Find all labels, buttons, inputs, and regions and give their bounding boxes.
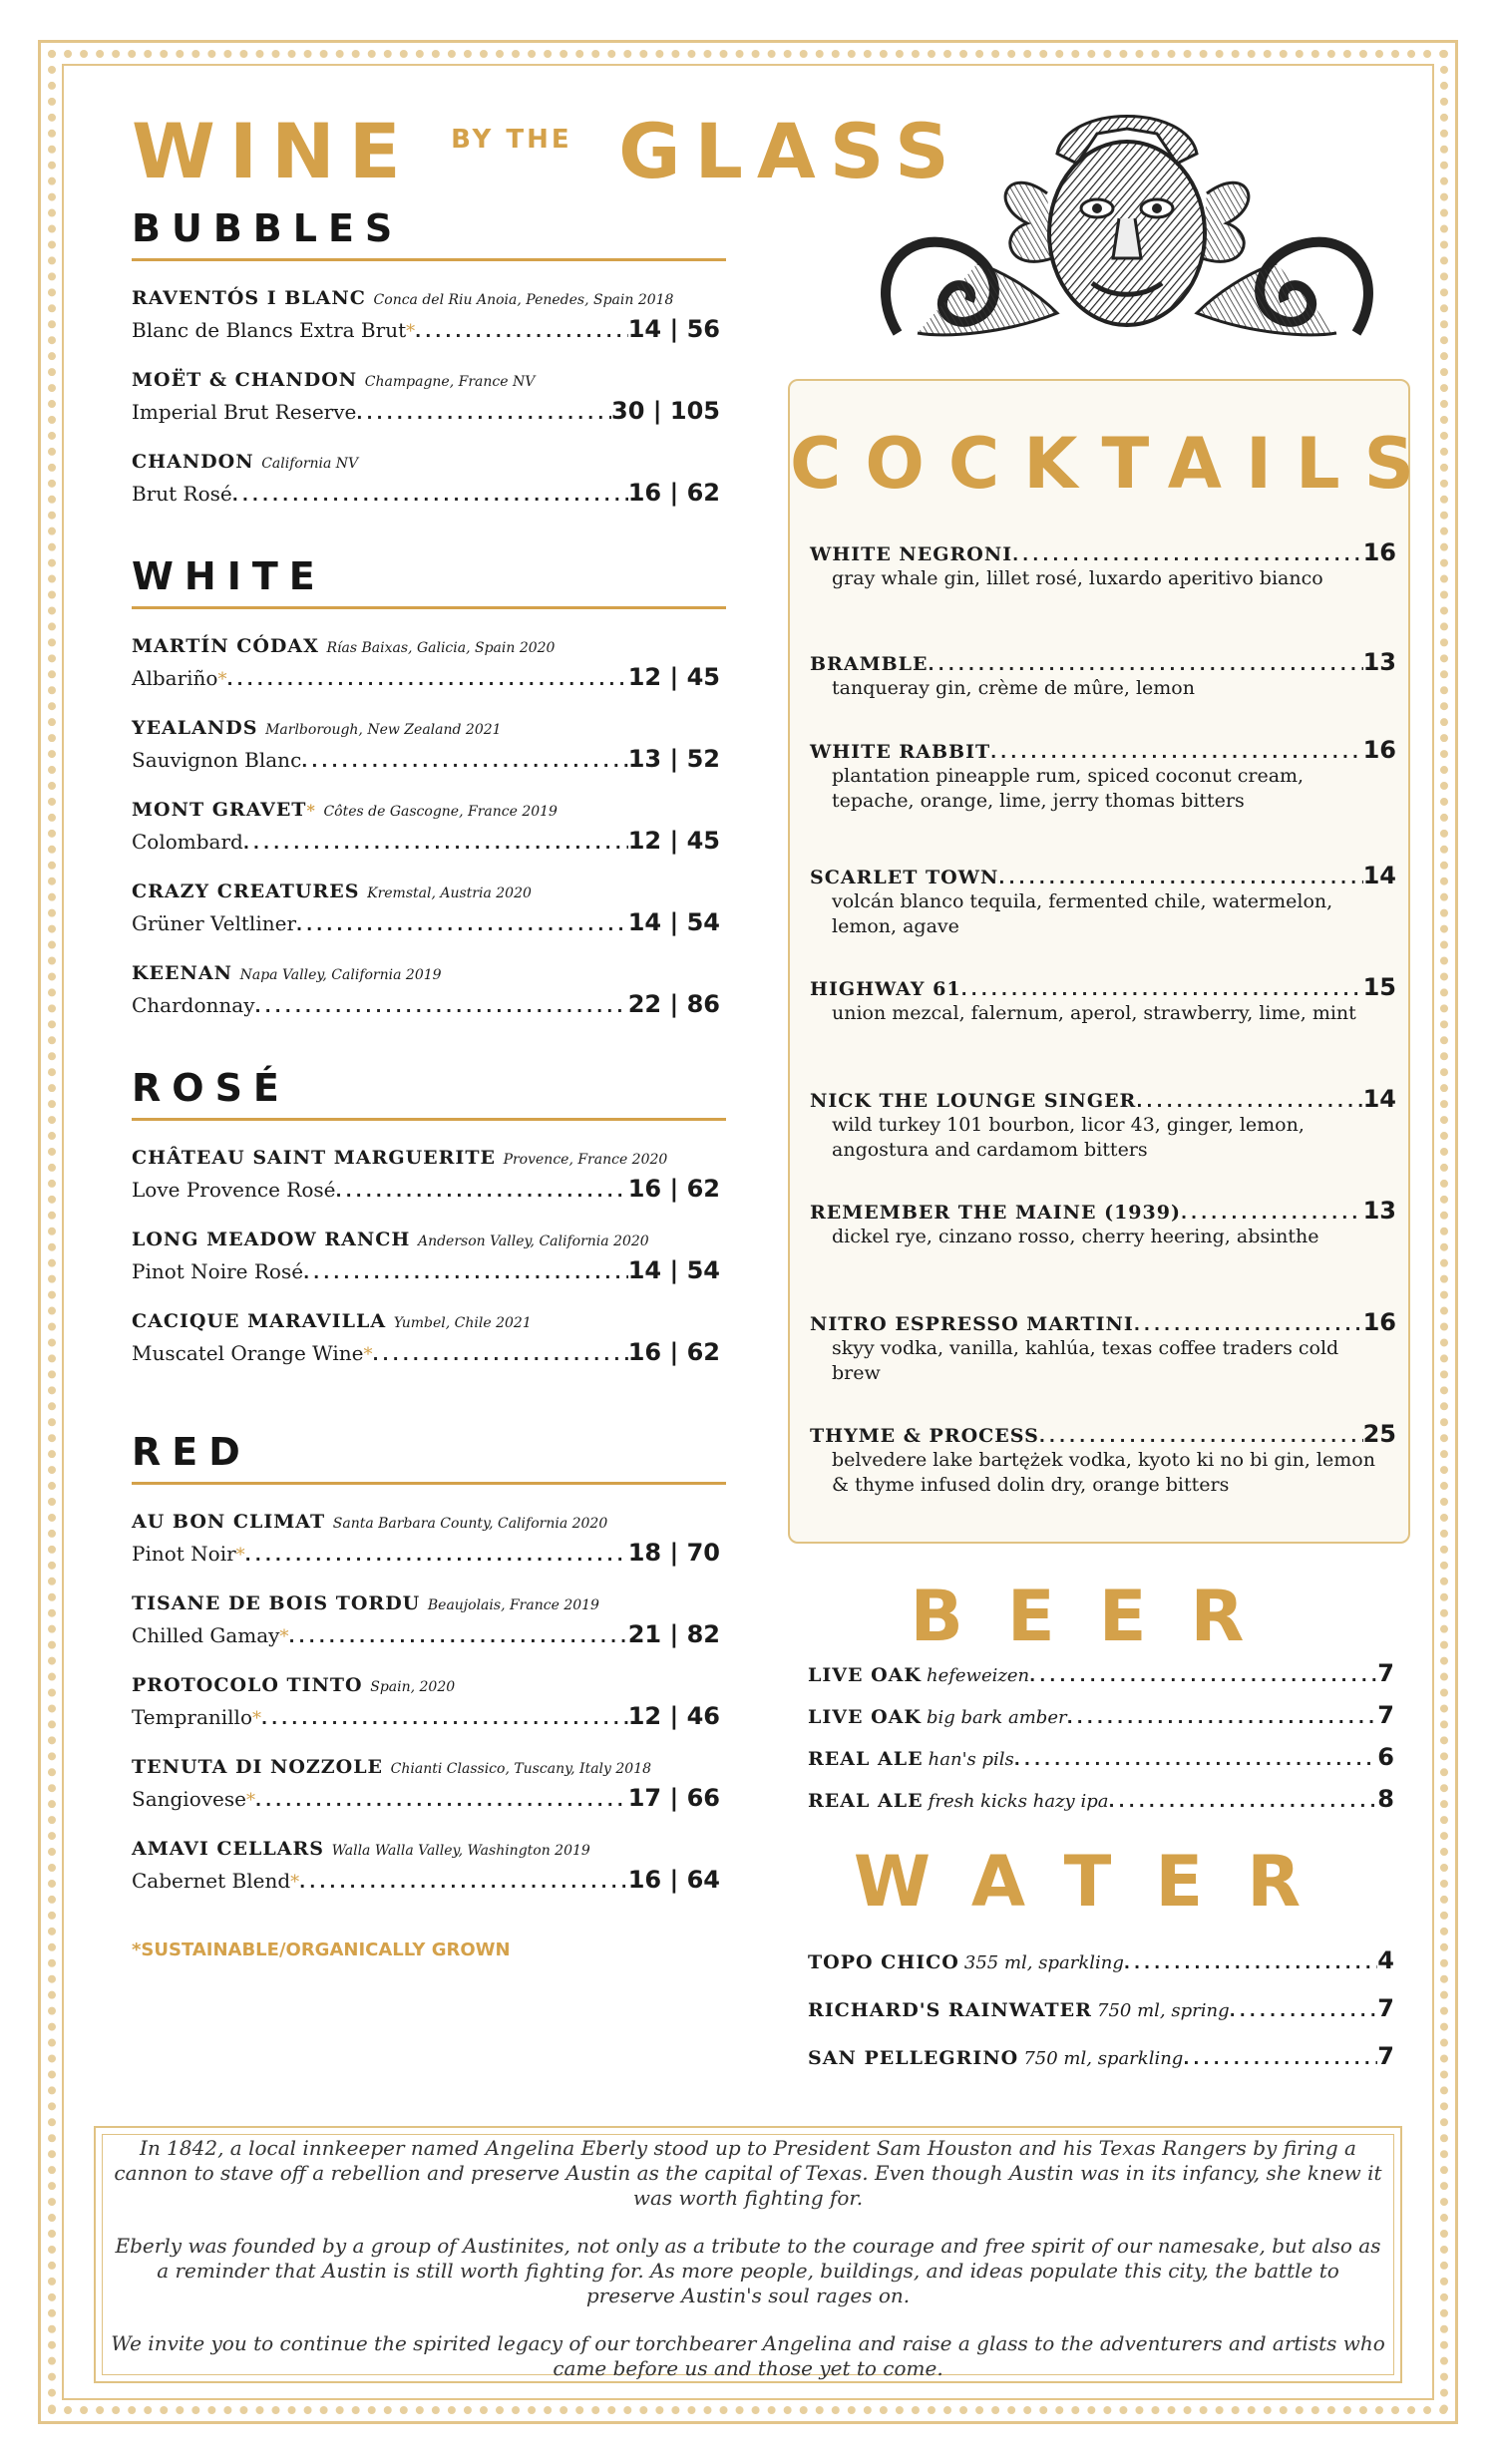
beer-name: LIVE OAK bbox=[808, 1664, 922, 1686]
wine-price-line bbox=[132, 908, 720, 936]
wine-producer-line bbox=[132, 880, 730, 902]
dot-leader bbox=[1029, 1666, 1377, 1685]
water-name: RICHARD'S RAINWATER bbox=[808, 1999, 1092, 2021]
wine-price-line bbox=[132, 990, 720, 1018]
wine-price: 14 | 54 bbox=[627, 908, 720, 936]
wine-by-the-glass-title bbox=[132, 95, 963, 195]
dot-leader bbox=[372, 1345, 627, 1364]
water-item bbox=[808, 2042, 1394, 2070]
wine-item bbox=[132, 1838, 730, 1894]
wine-producer: TISANE DE BOIS TORDU bbox=[132, 1592, 421, 1614]
story-paragraph-2: Eberly was founded by a group of Austinites, not only as a tribute to the courage and free spirit of our namesake, but also as a reminder that Austin is still worth fighting for. As more people, buildings, and ideas populate this city, the battle to preserve Austin's soul rages on. bbox=[115, 2234, 1381, 2307]
water-detail: 355 ml, sparkling bbox=[963, 1952, 1124, 1973]
cocktail-price: 16 bbox=[1362, 736, 1396, 764]
title-by-the: BY THE bbox=[451, 125, 572, 155]
wine-price: 16 | 62 bbox=[627, 1175, 720, 1203]
cocktail-description: dickel rye, cinzano rosso, cherry heering, absinthe bbox=[832, 1226, 1319, 1247]
cocktail-description: union mezcal, falernum, aperol, strawberry, lime, mint bbox=[832, 1002, 1356, 1024]
wine-producer: MOËT & CHANDON bbox=[132, 369, 358, 391]
wine-producer-line bbox=[132, 1310, 730, 1332]
wine-item bbox=[132, 880, 730, 936]
cocktail-name-line bbox=[810, 1085, 1396, 1113]
beer-price: 6 bbox=[1377, 1743, 1394, 1771]
sustainable-mark: * bbox=[279, 1626, 289, 1647]
beer-item bbox=[808, 1659, 1394, 1687]
wine-item bbox=[132, 799, 730, 855]
wine-producer: KEENAN bbox=[132, 962, 232, 984]
wine-origin: California NV bbox=[261, 456, 359, 472]
cocktail-name: NICK THE LOUNGE SINGER bbox=[810, 1090, 1137, 1112]
cocktail-name-line bbox=[810, 648, 1396, 676]
wine-origin: Marlborough, New Zealand 2021 bbox=[265, 722, 502, 738]
wine-varietal: Chardonnay bbox=[132, 993, 255, 1017]
dot-leader bbox=[356, 404, 611, 423]
wine-price-line bbox=[132, 397, 720, 425]
wine-varietal: Pinot Noire Rosé bbox=[132, 1259, 304, 1283]
cocktail-name-line bbox=[810, 1420, 1396, 1448]
beer-name: REAL ALE bbox=[808, 1748, 924, 1770]
sustainable-mark: * bbox=[252, 1708, 261, 1729]
wine-item bbox=[132, 1229, 730, 1284]
wine-price-line bbox=[132, 1620, 720, 1648]
wine-producer: CACIQUE MARAVILLA bbox=[132, 1310, 387, 1332]
wine-price: 14 | 54 bbox=[627, 1256, 720, 1284]
wine-producer: PROTOCOLO TINTO bbox=[132, 1674, 363, 1696]
wine-varietal: Brut Rosé bbox=[132, 482, 232, 506]
wine-producer-line bbox=[132, 635, 730, 657]
wine-price: 16 | 62 bbox=[627, 1338, 720, 1366]
section-title-white: WHITE bbox=[132, 554, 726, 609]
wine-producer-line bbox=[132, 451, 730, 473]
cocktail-price: 13 bbox=[1362, 648, 1396, 676]
dot-leader bbox=[226, 670, 627, 689]
wine-origin: Provence, France 2020 bbox=[503, 1152, 668, 1168]
wine-producer-line bbox=[132, 717, 730, 739]
sustainable-mark: * bbox=[363, 1344, 373, 1365]
wine-price-line bbox=[132, 663, 720, 691]
water-item bbox=[808, 1946, 1394, 1974]
dot-leader bbox=[288, 1627, 627, 1646]
wine-item bbox=[132, 962, 730, 1018]
cocktail-item bbox=[810, 1308, 1396, 1386]
wine-price: 12 | 45 bbox=[627, 827, 720, 855]
water-detail: 750 ml, sparkling bbox=[1023, 2048, 1184, 2069]
beer-item bbox=[808, 1785, 1394, 1813]
dot-leader bbox=[243, 834, 628, 853]
dot-leader bbox=[303, 1263, 628, 1282]
water-title: WATER bbox=[853, 1841, 1345, 1923]
cocktail-name: SCARLET TOWN bbox=[810, 867, 999, 888]
water-price: 7 bbox=[1377, 2042, 1394, 2070]
wine-item bbox=[132, 1592, 730, 1648]
beer-name: REAL ALE bbox=[808, 1790, 924, 1812]
wine-item bbox=[132, 1756, 730, 1812]
section-title-red: RED bbox=[132, 1430, 726, 1485]
wine-varietal: Love Provence Rosé bbox=[132, 1178, 336, 1202]
dot-leader bbox=[1014, 1750, 1378, 1769]
wine-item bbox=[132, 717, 730, 773]
beer-detail: fresh kicks hazy ipa bbox=[928, 1791, 1109, 1812]
cocktail-price: 14 bbox=[1362, 862, 1396, 889]
wine-origin: Spain, 2020 bbox=[370, 1679, 456, 1695]
wine-producer-line bbox=[132, 962, 730, 984]
wine-producer-line bbox=[132, 1147, 730, 1169]
sustainable-mark: * bbox=[290, 1872, 300, 1893]
wine-producer-line bbox=[132, 287, 730, 309]
dot-leader bbox=[415, 322, 628, 341]
wine-price: 16 | 64 bbox=[627, 1866, 720, 1894]
wine-varietal: Muscatel Orange Wine bbox=[132, 1341, 364, 1365]
cocktail-item bbox=[810, 1197, 1396, 1249]
dot-leader bbox=[1183, 2049, 1377, 2068]
cocktail-price: 13 bbox=[1362, 1197, 1396, 1225]
wine-producer: CHANDON bbox=[132, 451, 254, 473]
cocktail-name-line bbox=[810, 538, 1396, 566]
wine-producer-line bbox=[132, 1674, 730, 1696]
wine-producer-line bbox=[132, 1838, 730, 1860]
wine-price: 18 | 70 bbox=[627, 1539, 720, 1567]
cocktail-name-line bbox=[810, 973, 1396, 1001]
dot-leader bbox=[296, 915, 628, 934]
wine-origin: Kremstal, Austria 2020 bbox=[367, 885, 532, 901]
cocktails-panel bbox=[788, 379, 1439, 1544]
wine-producer: LONG MEADOW RANCH bbox=[132, 1229, 411, 1250]
cocktail-description: plantation pineapple rum, spiced coconut cream, tepache, orange, lime, jerry thomas bitters bbox=[832, 765, 1305, 812]
cocktail-name-line bbox=[810, 1197, 1396, 1225]
dot-leader bbox=[1134, 1315, 1363, 1334]
cocktail-price: 14 bbox=[1362, 1085, 1396, 1113]
wine-varietal: Grüner Veltliner bbox=[132, 911, 296, 935]
cocktail-description: belvedere lake bartężek vodka, kyoto ki no bi gin, lemon & thyme infused dolin dry, orange bitters bbox=[832, 1449, 1375, 1496]
water-item bbox=[808, 1994, 1394, 2022]
water-price: 7 bbox=[1377, 1994, 1394, 2022]
wine-varietal: Blanc de Blancs Extra Brut bbox=[132, 318, 407, 342]
wine-producer: AMAVI CELLARS bbox=[132, 1838, 324, 1860]
sustainable-mark: * bbox=[217, 669, 227, 690]
wine-item bbox=[132, 369, 730, 425]
beer-detail: big bark amber bbox=[927, 1707, 1067, 1728]
wine-varietal: Pinot Noir bbox=[132, 1542, 236, 1566]
water-name: SAN PELLEGRINO bbox=[808, 2047, 1019, 2069]
sustainable-mark: * bbox=[406, 321, 416, 342]
beer-item bbox=[808, 1743, 1394, 1771]
dot-leader bbox=[929, 655, 1363, 674]
wine-price: 22 | 86 bbox=[627, 990, 720, 1018]
wine-producer: AU BON CLIMAT bbox=[132, 1511, 326, 1533]
cocktail-name: WHITE RABBIT bbox=[810, 741, 991, 763]
wine-producer: YEALANDS bbox=[132, 717, 258, 739]
cocktail-price: 16 bbox=[1362, 538, 1396, 566]
cocktail-item bbox=[810, 538, 1396, 591]
wine-producer-line bbox=[132, 1229, 730, 1250]
dot-leader bbox=[245, 1546, 628, 1565]
wine-producer-line bbox=[132, 1511, 730, 1533]
dot-leader bbox=[1136, 1092, 1362, 1111]
cocktail-name: WHITE NEGRONI bbox=[810, 543, 1013, 565]
cocktail-price: 15 bbox=[1362, 973, 1396, 1001]
wine-varietal: Albariño bbox=[132, 666, 218, 690]
cocktail-name-line bbox=[810, 862, 1396, 889]
beer-item bbox=[808, 1701, 1394, 1729]
cocktail-item bbox=[810, 1420, 1396, 1498]
wine-price-line bbox=[132, 745, 720, 773]
dot-leader bbox=[1230, 2001, 1378, 2020]
wine-price: 12 | 45 bbox=[627, 663, 720, 691]
section-title-rose: ROSÉ bbox=[132, 1066, 726, 1121]
title-glass: GLASS bbox=[618, 107, 963, 195]
cocktail-name-line bbox=[810, 736, 1396, 764]
wine-price-line bbox=[132, 1256, 720, 1284]
water-price: 4 bbox=[1377, 1946, 1394, 1974]
dot-leader bbox=[1012, 545, 1363, 564]
wine-price-line bbox=[132, 1784, 720, 1812]
beer-name: LIVE OAK bbox=[808, 1706, 922, 1728]
wine-price-line bbox=[132, 827, 720, 855]
dot-leader bbox=[299, 1873, 628, 1892]
wine-item bbox=[132, 1674, 730, 1730]
wine-price: 12 | 46 bbox=[627, 1702, 720, 1730]
dot-leader bbox=[998, 869, 1362, 887]
wine-producer: CRAZY CREATURES bbox=[132, 880, 360, 902]
wine-price: 30 | 105 bbox=[611, 397, 720, 425]
wine-price: 17 | 66 bbox=[627, 1784, 720, 1812]
story-paragraph-3: We invite you to continue the spirited legacy of our torchbearer Angelina and raise a glass to the adventurers and artists who came before us and those yet to come. bbox=[111, 2331, 1385, 2380]
wine-varietal: Tempranillo bbox=[132, 1705, 252, 1729]
wine-varietal: Cabernet Blend bbox=[132, 1869, 291, 1893]
wine-producer-line bbox=[132, 799, 730, 821]
wine-origin: Yumbel, Chile 2021 bbox=[393, 1315, 532, 1331]
cocktail-name: THYME & PROCESS bbox=[810, 1425, 1039, 1447]
dot-leader bbox=[335, 1182, 627, 1201]
dot-leader bbox=[255, 1791, 628, 1810]
dot-leader bbox=[1108, 1792, 1377, 1811]
beer-price: 7 bbox=[1377, 1701, 1394, 1729]
cocktail-description: skyy vodka, vanilla, kahlúa, texas coffee traders cold brew bbox=[832, 1337, 1339, 1384]
cocktail-description: volcán blanco tequila, fermented chile, watermelon, lemon, agave bbox=[832, 890, 1333, 937]
wine-varietal: Sangiovese bbox=[132, 1787, 246, 1811]
cocktail-name-line bbox=[810, 1308, 1396, 1336]
cocktail-item bbox=[810, 648, 1396, 701]
wine-origin: Champagne, France NV bbox=[364, 374, 536, 390]
wine-origin: Chianti Classico, Tuscany, Italy 2018 bbox=[390, 1761, 652, 1777]
cocktail-description: gray whale gin, lillet rosé, luxardo aperitivo bianco bbox=[832, 567, 1323, 589]
beer-price: 7 bbox=[1377, 1659, 1394, 1687]
wine-price-line bbox=[132, 1539, 720, 1567]
beer-detail: hefeweizen bbox=[927, 1665, 1030, 1686]
wine-price-line bbox=[132, 1866, 720, 1894]
wine-origin: Beaujolais, France 2019 bbox=[427, 1597, 599, 1613]
cocktail-name: HIGHWAY 61 bbox=[810, 978, 961, 1000]
engraved-mask-ornament-icon bbox=[858, 84, 1396, 363]
wine-item bbox=[132, 1511, 730, 1567]
dot-leader bbox=[255, 997, 628, 1016]
sustainable-mark: * bbox=[235, 1545, 245, 1566]
wine-item bbox=[132, 1147, 730, 1203]
wine-producer: MONT GRAVET bbox=[132, 799, 307, 821]
cocktail-item bbox=[810, 862, 1396, 939]
wine-price-line bbox=[132, 1702, 720, 1730]
wine-price: 14 | 56 bbox=[627, 315, 720, 343]
dot-leader bbox=[990, 743, 1363, 762]
dot-leader bbox=[301, 752, 627, 771]
wine-price-line bbox=[132, 479, 720, 507]
wine-item bbox=[132, 451, 730, 507]
cocktail-description: wild turkey 101 bourbon, licor 43, ginger, lemon, angostura and cardamom bitters bbox=[832, 1114, 1305, 1161]
wine-producer: MARTÍN CÓDAX bbox=[132, 635, 319, 657]
wine-varietal: Sauvignon Blanc bbox=[132, 748, 302, 772]
wine-origin: Walla Walla Valley, Washington 2019 bbox=[331, 1843, 590, 1859]
dot-leader bbox=[1067, 1708, 1378, 1727]
story-paragraph-1: In 1842, a local innkeeper named Angelina Eberly stood up to President Sam Houston and his Texas Rangers by firing a cannon to stave off a rebellion and preserve Austin as the capital of Texas. Even though Austin was in its infancy, she knew it was worth fighting for. bbox=[114, 2136, 1382, 2210]
beer-price: 8 bbox=[1377, 1785, 1394, 1813]
wine-varietal: Chilled Gamay bbox=[132, 1623, 280, 1647]
wine-producer-line bbox=[132, 1756, 730, 1778]
beer-title: BEER bbox=[910, 1576, 1289, 1657]
cocktails-title: COCKTAILS bbox=[790, 423, 1439, 505]
wine-price: 16 | 62 bbox=[627, 479, 720, 507]
wine-origin: Santa Barbara County, California 2020 bbox=[332, 1516, 608, 1532]
cocktail-item bbox=[810, 973, 1396, 1026]
wine-origin: Rías Baixas, Galicia, Spain 2020 bbox=[326, 640, 556, 656]
wine-origin: Anderson Valley, California 2020 bbox=[417, 1233, 649, 1249]
cocktail-name: REMEMBER THE MAINE (1939) bbox=[810, 1202, 1181, 1224]
wine-price: 21 | 82 bbox=[627, 1620, 720, 1648]
wine-varietal: Imperial Brut Reserve bbox=[132, 400, 357, 424]
cocktail-description: tanqueray gin, crème de mûre, lemon bbox=[832, 677, 1195, 699]
wine-varietal: Colombard bbox=[132, 830, 243, 854]
wine-origin: Napa Valley, California 2019 bbox=[239, 967, 442, 983]
wine-item bbox=[132, 1310, 730, 1366]
wine-origin: Conca del Riu Anoia, Penedes, Spain 2018 bbox=[373, 292, 674, 308]
wine-price-line bbox=[132, 315, 720, 343]
sustainable-footnote: *SUSTAINABLE/ORGANICALLY GROWN bbox=[132, 1939, 511, 1960]
dot-leader bbox=[961, 980, 1363, 999]
dot-leader bbox=[1181, 1204, 1363, 1223]
sustainable-mark: * bbox=[245, 1790, 255, 1811]
cocktail-item bbox=[810, 736, 1396, 814]
wine-producer: RAVENTÓS I BLANC bbox=[132, 287, 366, 309]
water-detail: 750 ml, spring bbox=[1097, 2000, 1230, 2021]
water-name: TOPO CHICO bbox=[808, 1951, 959, 1973]
wine-producer: TENUTA DI NOZZOLE bbox=[132, 1756, 384, 1778]
dot-leader bbox=[232, 486, 628, 505]
cocktail-name: NITRO ESPRESSO MARTINI bbox=[810, 1313, 1134, 1335]
dot-leader bbox=[1124, 1953, 1377, 1972]
wine-producer-line bbox=[132, 1592, 730, 1614]
dot-leader bbox=[1039, 1427, 1363, 1446]
beer-detail: han's pils bbox=[928, 1749, 1014, 1770]
wine-producer: CHÂTEAU SAINT MARGUERITE bbox=[132, 1147, 496, 1169]
cocktail-price: 25 bbox=[1362, 1420, 1396, 1448]
wine-price-line bbox=[132, 1175, 720, 1203]
wine-price: 13 | 52 bbox=[627, 745, 720, 773]
sustainable-mark: * bbox=[306, 801, 316, 820]
wine-price-line bbox=[132, 1338, 720, 1366]
cocktail-name: BRAMBLE bbox=[810, 653, 929, 675]
cocktail-item bbox=[810, 1085, 1396, 1163]
title-wine: WINE bbox=[132, 107, 415, 195]
wine-sections bbox=[132, 206, 730, 1894]
cocktail-price: 16 bbox=[1362, 1308, 1396, 1336]
wine-producer-line bbox=[132, 369, 730, 391]
wine-item bbox=[132, 635, 730, 691]
wine-origin: Côtes de Gascogne, France 2019 bbox=[323, 804, 558, 820]
dot-leader bbox=[261, 1709, 628, 1728]
section-title-bubbles: BUBBLES bbox=[132, 206, 726, 261]
wine-item bbox=[132, 287, 730, 343]
